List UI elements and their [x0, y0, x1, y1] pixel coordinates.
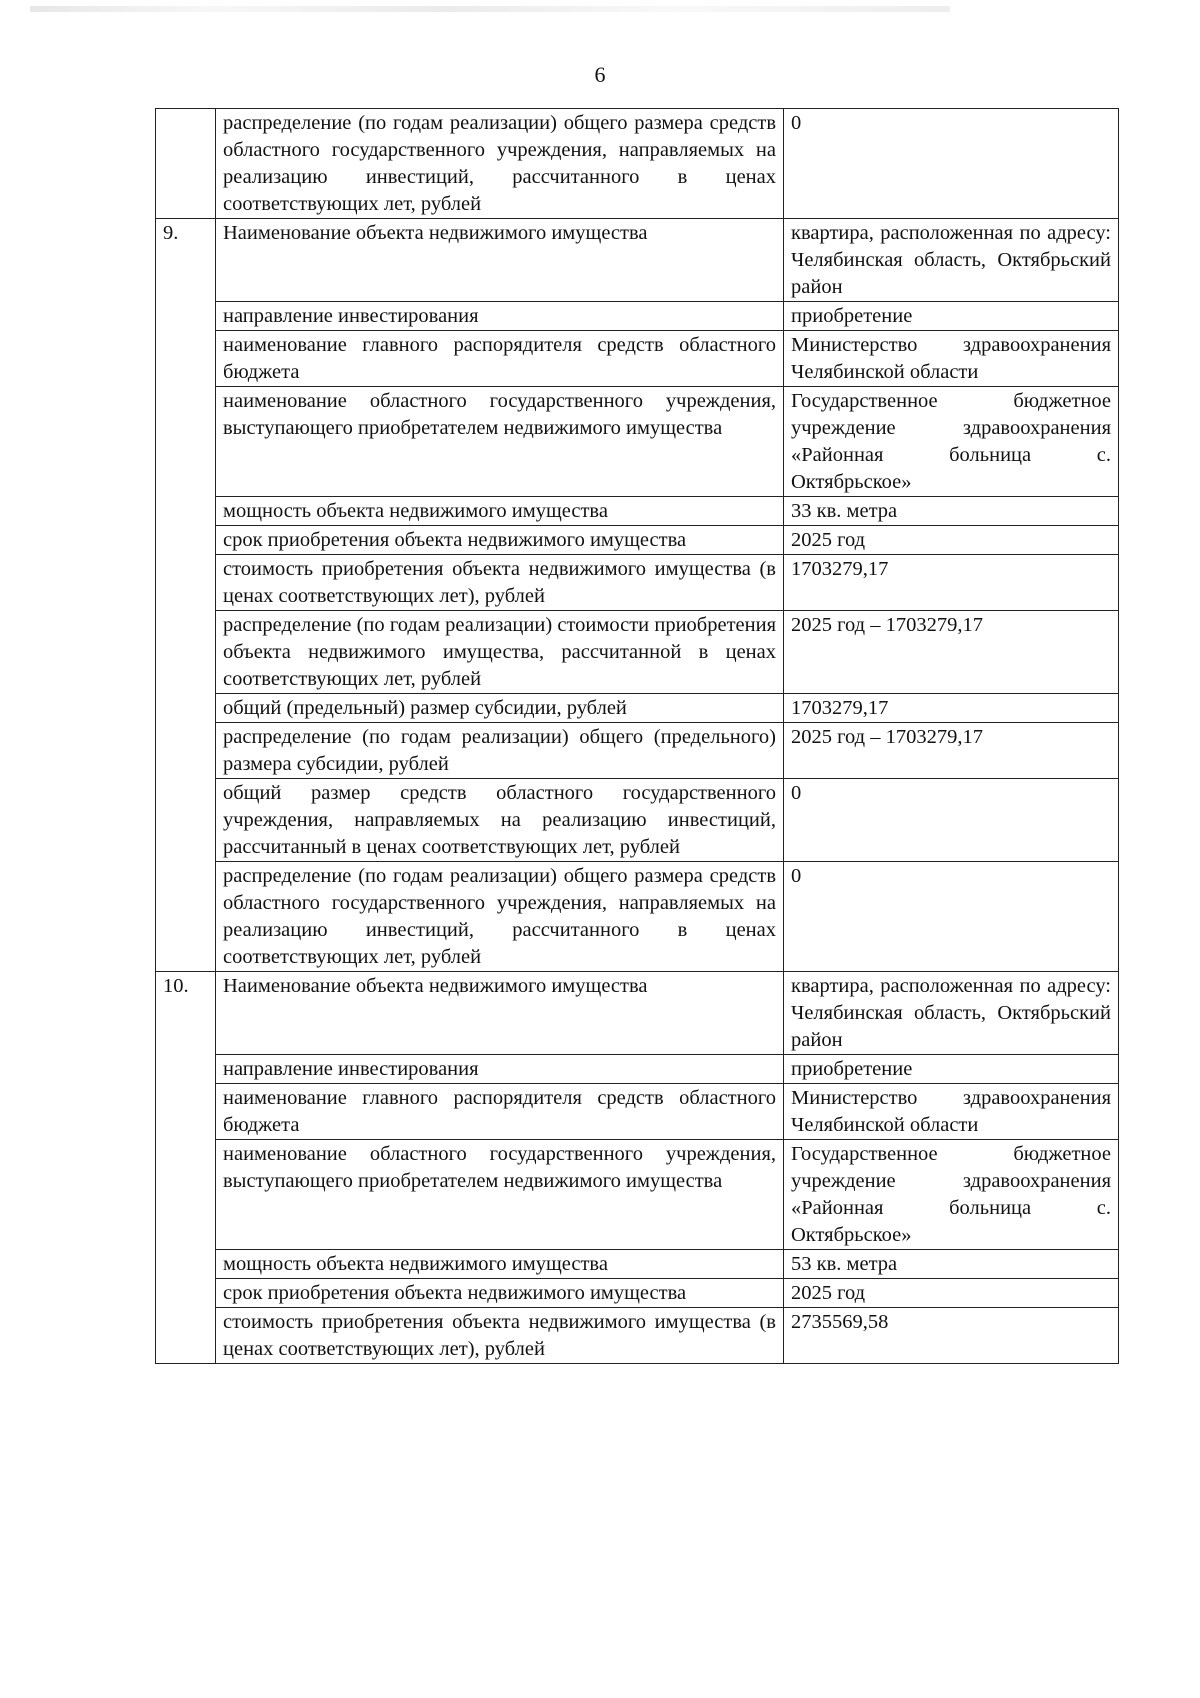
item-number: 9.	[156, 219, 216, 972]
table-row	[156, 723, 1119, 779]
row-label: общий (предельный) размер субсидии, рублей	[216, 694, 784, 723]
row-value: 2025 год	[784, 1279, 1119, 1308]
table-row	[156, 694, 1119, 723]
row-value: 2735569,58	[784, 1308, 1119, 1364]
row-label: Наименование объекта недвижимого имущества	[216, 972, 784, 1055]
row-value: приобретение	[784, 302, 1119, 331]
row-label: распределение (по годам реализации) общего размера средств областного государственного учреждения, направляемых на реализацию инвестиций, рассчитанного в ценах соответствующих лет, рублей	[216, 109, 784, 219]
table-row	[156, 1140, 1119, 1250]
table-row	[156, 387, 1119, 497]
row-label: стоимость приобретения объекта недвижимого имущества (в ценах соответствующих лет), рублей	[216, 555, 784, 611]
row-value: Государственное бюджетное учреждение здравоохранения «Районная больница с. Октябрьское»	[784, 387, 1119, 497]
table-row	[156, 109, 1119, 219]
row-label: направление инвестирования	[216, 1055, 784, 1084]
table-row	[156, 1055, 1119, 1084]
table-row	[156, 331, 1119, 387]
row-label: стоимость приобретения объекта недвижимого имущества (в ценах соответствующих лет), рублей	[216, 1308, 784, 1364]
table-row	[156, 611, 1119, 694]
row-value: 2025 год – 1703279,17	[784, 611, 1119, 694]
row-label: мощность объекта недвижимого имущества	[216, 1250, 784, 1279]
item-number	[156, 109, 216, 219]
row-value: 0	[784, 862, 1119, 972]
table-row	[156, 526, 1119, 555]
row-value: приобретение	[784, 1055, 1119, 1084]
row-label: распределение (по годам реализации) общего (предельного) размера субсидии, рублей	[216, 723, 784, 779]
row-label: срок приобретения объекта недвижимого имущества	[216, 1279, 784, 1308]
row-label: наименование областного государственного учреждения, выступающего приобретателем недвижимого имущества	[216, 387, 784, 497]
table-row	[156, 555, 1119, 611]
table-row	[156, 219, 1119, 302]
table-body	[156, 109, 1119, 1364]
row-label: наименование главного распорядителя средств областного бюджета	[216, 331, 784, 387]
table-row	[156, 779, 1119, 862]
row-label: распределение (по годам реализации) стоимости приобретения объекта недвижимого имущества, рассчитанной в ценах соответствующих лет, рублей	[216, 611, 784, 694]
table-row	[156, 862, 1119, 972]
row-value: Министерство здравоохранения Челябинской области	[784, 1084, 1119, 1140]
table-row	[156, 972, 1119, 1055]
row-value: 33 кв. метра	[784, 497, 1119, 526]
table-row	[156, 497, 1119, 526]
table-row	[156, 1084, 1119, 1140]
row-value: 2025 год – 1703279,17	[784, 723, 1119, 779]
row-value: 0	[784, 109, 1119, 219]
row-label: наименование главного распорядителя средств областного бюджета	[216, 1084, 784, 1140]
page-number: 6	[594, 62, 606, 87]
investment-table	[155, 108, 1119, 1364]
row-value: Государственное бюджетное учреждение здравоохранения «Районная больница с. Октябрьское»	[784, 1140, 1119, 1250]
row-value: 1703279,17	[784, 694, 1119, 723]
table-row	[156, 1250, 1119, 1279]
row-label: Наименование объекта недвижимого имущества	[216, 219, 784, 302]
table-row	[156, 302, 1119, 331]
row-value: 1703279,17	[784, 555, 1119, 611]
row-label: распределение (по годам реализации) общего размера средств областного государственного учреждения, направляемых на реализацию инвестиций, рассчитанного в ценах соответствующих лет, рублей	[216, 862, 784, 972]
row-label: мощность объекта недвижимого имущества	[216, 497, 784, 526]
row-label: наименование областного государственного учреждения, выступающего приобретателем недвижимого имущества	[216, 1140, 784, 1250]
row-value: квартира, расположенная по адресу: Челябинская область, Октябрьский район	[784, 219, 1119, 302]
row-value: Министерство здравоохранения Челябинской области	[784, 331, 1119, 387]
row-label: общий размер средств областного государственного учреждения, направляемых на реализацию инвестиций, рассчитанный в ценах соответствующих лет, рублей	[216, 779, 784, 862]
row-value: 53 кв. метра	[784, 1250, 1119, 1279]
scan-artifact	[30, 6, 950, 12]
row-value: 0	[784, 779, 1119, 862]
row-value: 2025 год	[784, 526, 1119, 555]
row-value: квартира, расположенная по адресу: Челябинская область, Октябрьский район	[784, 972, 1119, 1055]
table-row	[156, 1279, 1119, 1308]
row-label: срок приобретения объекта недвижимого имущества	[216, 526, 784, 555]
item-number: 10.	[156, 972, 216, 1364]
table-row	[156, 1308, 1119, 1364]
row-label: направление инвестирования	[216, 302, 784, 331]
